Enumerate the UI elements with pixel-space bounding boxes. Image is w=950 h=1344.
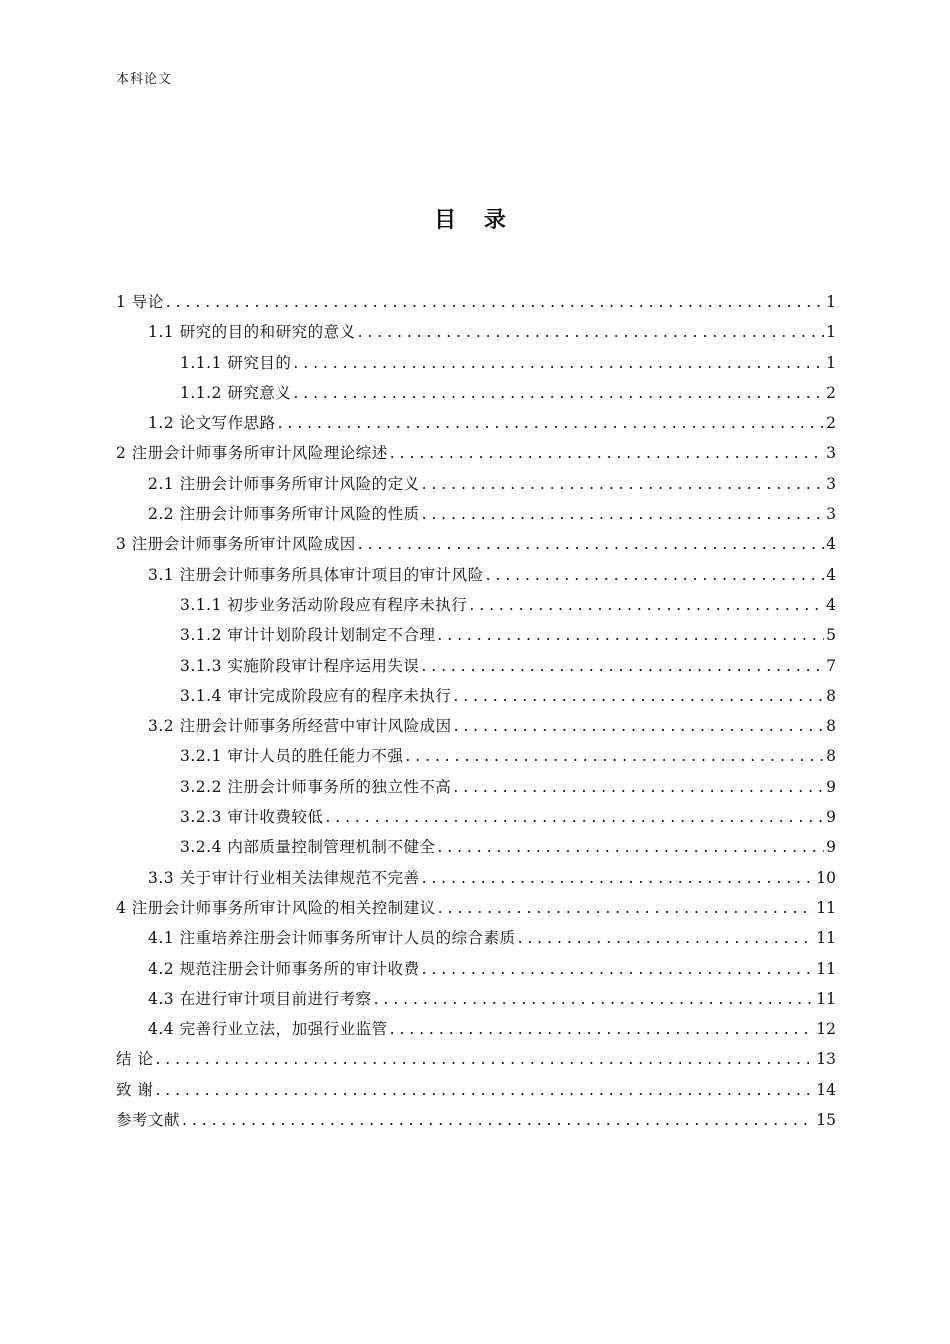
toc-entry[interactable]: [116, 532, 836, 562]
toc-entry[interactable]: [116, 623, 836, 653]
toc-dot-leader: [422, 505, 825, 523]
toc-entry[interactable]: [116, 896, 836, 926]
toc-entry[interactable]: [116, 502, 836, 532]
toc-dot-leader: [325, 808, 824, 826]
toc-entry[interactable]: [116, 411, 836, 441]
toc-entry[interactable]: [116, 775, 836, 805]
toc-dot-leader: [437, 626, 824, 644]
toc-dot-leader: [155, 1081, 814, 1099]
toc-dot-leader: [182, 1111, 814, 1129]
toc-dot-leader: [374, 990, 815, 1008]
toc-entry[interactable]: [116, 744, 836, 774]
toc-entry-label: 3.3 关于审计行业相关法律规范不完善: [148, 868, 420, 887]
toc-entry-label: 4.1 注重培养注册会计师事务所审计人员的综合素质: [148, 929, 516, 948]
toc-entry-label: 2.1 注册会计师事务所审计风险的定义: [148, 474, 420, 493]
toc-entry-page-number: 4: [826, 595, 836, 614]
toc-entry-label: 3.2.1 审计人员的胜任能力不强: [180, 747, 404, 766]
toc-entry-label: 3.1 注册会计师事务所具体审计项目的审计风险: [148, 565, 484, 584]
toc-entry-page-number: 11: [816, 989, 836, 1008]
toc-dot-leader: [486, 566, 825, 584]
toc-title: 目 录: [434, 207, 516, 233]
toc-entry-page-number: 10: [816, 868, 836, 887]
toc-entry-page-number: 8: [826, 747, 836, 766]
toc-entry-label: 3 注册会计师事务所审计风险成因: [116, 535, 356, 554]
toc-entry-page-number: 9: [826, 838, 836, 857]
toc-entry-page-number: 4: [826, 535, 836, 554]
toc-dot-leader: [421, 657, 824, 675]
toc-entry-page-number: 9: [826, 777, 836, 796]
toc-entry-label: 4 注册会计师事务所审计风险的相关控制建议: [116, 898, 436, 917]
toc-entry-page-number: 1: [826, 353, 836, 372]
toc-entry[interactable]: [116, 351, 836, 381]
toc-list: [116, 290, 836, 1138]
toc-entry-page-number: 7: [826, 656, 836, 675]
toc-entry[interactable]: [116, 1047, 836, 1077]
toc-entry-label: 1.2 论文写作思路: [148, 414, 276, 433]
toc-dot-leader: [358, 535, 824, 553]
toc-entry-label: 3.2 注册会计师事务所经营中审计风险成因: [148, 717, 452, 736]
toc-entry[interactable]: [116, 441, 836, 471]
toc-entry-page-number: 3: [826, 444, 836, 463]
toc-dot-leader: [278, 414, 825, 432]
toc-entry-page-number: 8: [826, 686, 836, 705]
toc-entry[interactable]: [116, 866, 836, 896]
toc-entry-label: 1.1 研究的目的和研究的意义: [148, 323, 356, 342]
toc-dot-leader: [518, 929, 815, 947]
toc-entry[interactable]: [116, 684, 836, 714]
toc-entry[interactable]: [116, 1108, 836, 1138]
toc-entry-label: 参考文献: [116, 1111, 181, 1130]
toc-entry-page-number: 8: [826, 717, 836, 736]
toc-dot-leader: [453, 687, 824, 705]
toc-entry-label: 4.4 完善行业立法，加强行业监管: [148, 1020, 388, 1039]
toc-entry[interactable]: [116, 563, 836, 593]
toc-dot-leader: [453, 778, 824, 796]
toc-dot-leader: [422, 869, 815, 887]
toc-dot-leader: [422, 960, 815, 978]
toc-entry-label: 3.2.2 注册会计师事务所的独立性不高: [180, 777, 452, 796]
toc-dot-leader: [293, 384, 824, 402]
toc-entry[interactable]: [116, 472, 836, 502]
toc-entry[interactable]: [116, 805, 836, 835]
toc-entry[interactable]: [116, 290, 836, 320]
toc-dot-leader: [469, 596, 824, 614]
toc-dot-leader: [390, 1020, 815, 1038]
toc-entry-label: 3.1.1 初步业务活动阶段应有程序未执行: [180, 595, 468, 614]
toc-entry-label: 1 导论: [116, 293, 164, 311]
toc-entry-label: 4.3 在进行审计项目前进行考察: [148, 989, 372, 1008]
toc-dot-leader: [437, 838, 824, 856]
toc-dot-leader: [166, 293, 824, 311]
toc-entry-page-number: 2: [826, 414, 836, 433]
toc-entry-page-number: 14: [816, 1080, 836, 1099]
toc-dot-leader: [422, 475, 825, 493]
toc-entry[interactable]: [116, 714, 836, 744]
toc-dot-leader: [155, 1050, 814, 1068]
toc-entry-label: 1.1.2 研究意义: [180, 383, 292, 402]
toc-entry-label: 2.2 注册会计师事务所审计风险的性质: [148, 505, 420, 524]
toc-dot-leader: [405, 747, 824, 765]
toc-entry-label: 3.1.4 审计完成阶段应有的程序未执行: [180, 686, 452, 705]
toc-dot-leader: [358, 323, 825, 341]
toc-entry-label: 4.2 规范注册会计师事务所的审计收费: [148, 959, 420, 978]
toc-entry-page-number: 11: [816, 959, 836, 978]
toc-entry[interactable]: [116, 957, 836, 987]
toc-entry-page-number: 11: [816, 929, 836, 948]
toc-entry-page-number: 1: [826, 293, 836, 311]
toc-entry[interactable]: [116, 654, 836, 684]
toc-entry-label: 3.1.3 实施阶段审计程序运用失误: [180, 656, 420, 675]
toc-entry[interactable]: [116, 593, 836, 623]
toc-entry[interactable]: [116, 835, 836, 865]
toc-entry[interactable]: [116, 926, 836, 956]
toc-entry-page-number: 1: [826, 323, 836, 342]
toc-dot-leader: [293, 354, 824, 372]
toc-entry[interactable]: [116, 1017, 836, 1047]
toc-entry[interactable]: [116, 320, 836, 350]
toc-entry-page-number: 13: [816, 1050, 836, 1069]
toc-entry-page-number: 11: [816, 898, 836, 917]
toc-entry[interactable]: [116, 381, 836, 411]
toc-dot-leader: [390, 444, 824, 462]
toc-entry-label: 结 论: [116, 1050, 154, 1069]
toc-entry-label: 1.1.1 研究目的: [180, 353, 292, 372]
toc-entry-page-number: 2: [826, 383, 836, 402]
page-header-label: 本科论文: [116, 72, 173, 87]
toc-entry-label: 致 谢: [116, 1080, 154, 1099]
toc-entry-page-number: 15: [816, 1111, 836, 1130]
toc-entry-label: 3.2.3 审计收费较低: [180, 808, 324, 827]
toc-entry-page-number: 12: [816, 1020, 836, 1039]
toc-entry-page-number: 4: [826, 565, 836, 584]
toc-entry-page-number: 9: [826, 808, 836, 827]
toc-entry[interactable]: [116, 1078, 836, 1108]
toc-entry-page-number: 3: [826, 505, 836, 524]
toc-entry[interactable]: [116, 987, 836, 1017]
toc-entry-label: 2 注册会计师事务所审计风险理论综述: [116, 444, 388, 463]
toc-entry-label: 3.1.2 审计计划阶段计划制定不合理: [180, 626, 436, 645]
toc-entry-page-number: 3: [826, 474, 836, 493]
toc-entry-page-number: 5: [826, 626, 836, 645]
toc-entry-label: 3.2.4 内部质量控制管理机制不健全: [180, 838, 436, 857]
toc-dot-leader: [438, 899, 814, 917]
toc-dot-leader: [454, 717, 825, 735]
